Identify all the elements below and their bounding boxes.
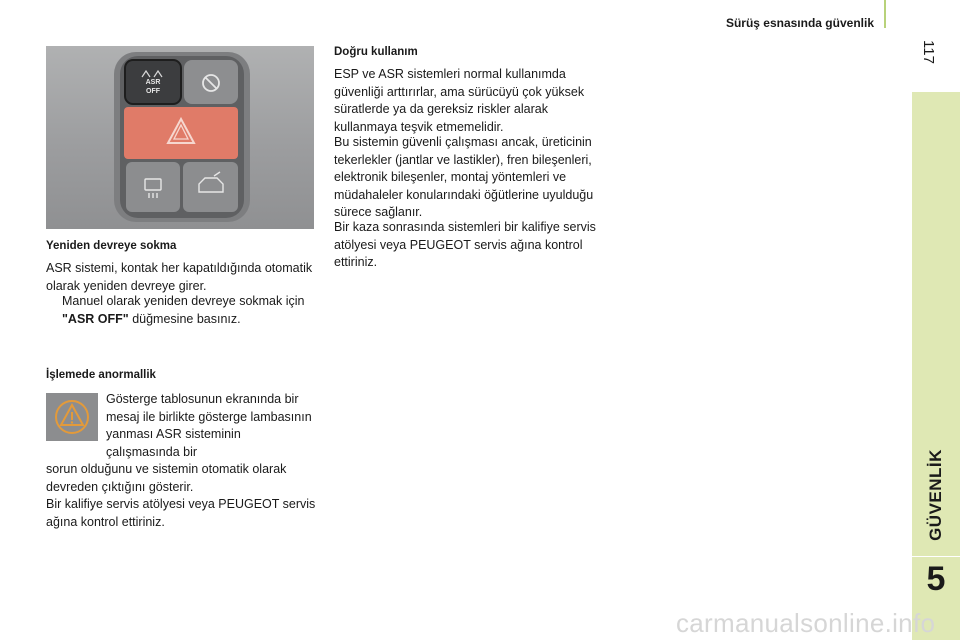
restart-text: ASR sistemi, kontak her kapatıldığında otomatik olarak yeniden devreye girer.	[46, 261, 313, 293]
bullet-text	[62, 293, 316, 328]
chapter-label	[914, 440, 958, 550]
fault-text-1: Gösterge tablosunun ekranında bir mesaj ile birlikte gösterge lambasının yanması ASR sisteminin çalışmasında bir	[106, 392, 312, 459]
asr-label-line1: ASR	[145, 79, 161, 86]
page-header-title: Sürüş esnasında güvenlik	[725, 16, 874, 30]
chapter-label-text: GÜVENLİK	[926, 449, 945, 541]
chapter-number: 5	[926, 560, 946, 598]
asr-label-line2: OFF	[146, 88, 160, 95]
correct-use-para-1: ESP ve ASR sistemleri normal kullanımda güvenliği arttırırlar, ama sürücüyü çok yüksek süratlerde ya da gereksiz riskler alarak kullanmaya teşvik etmemelidir.	[334, 67, 585, 134]
bullet-mark	[46, 293, 62, 328]
hazard-button	[124, 107, 238, 159]
site-watermark: carmanualsonline.info	[676, 608, 936, 638]
restart-bullet	[46, 293, 316, 328]
fault-text-2	[46, 461, 316, 531]
correct-use-heading: Doğru kullanım	[334, 46, 418, 58]
dashboard-switch-photo	[46, 46, 314, 229]
restart-heading: Yeniden devreye sokma	[46, 240, 177, 252]
side-tab-divider	[912, 556, 960, 557]
fault-heading: İşlemede anormallik	[46, 369, 156, 381]
correct-use-para-3: Bir kaza sonrasında sistemleri bir kalifiye servis atölyesi veya PEUGEOT servis ağına kontrol ettiriniz.	[334, 220, 596, 270]
fault-text-2-part: sorun olduğunu ve sistemin otomatik olarak devreden çıktığını gösterir.	[46, 462, 287, 494]
fault-text-3: Bir kalifiye servis atölyesi veya PEUGEOT servis ağına kontrol ettiriniz.	[46, 497, 316, 529]
header-rule	[884, 0, 886, 28]
page-number: 117	[920, 40, 937, 64]
bullet-text-part1: Manuel olarak yeniden devreye sokmak için	[62, 294, 305, 308]
door-button	[183, 162, 238, 212]
switch-panel-illustration	[46, 46, 314, 229]
rear-defrost-button	[126, 162, 180, 212]
asr-off-label: "ASR OFF"	[62, 311, 129, 326]
chapter-side-tab	[912, 92, 960, 640]
warning-triangle-icon	[46, 393, 98, 441]
correct-use-para-2: Bu sistemin güvenli çalışması ancak, üreticinin tekerlekler (jantlar ve lastikler), fren bileşenleri, elektronik bileşenler, montaj yöntemleri ve müdahaleler konularındaki öğütlerine uyulduğu sürece sağlanır.	[334, 135, 594, 220]
bullet-text-part2: düğmesine basınız.	[128, 311, 241, 326]
warning-lamp-icon	[46, 393, 98, 441]
